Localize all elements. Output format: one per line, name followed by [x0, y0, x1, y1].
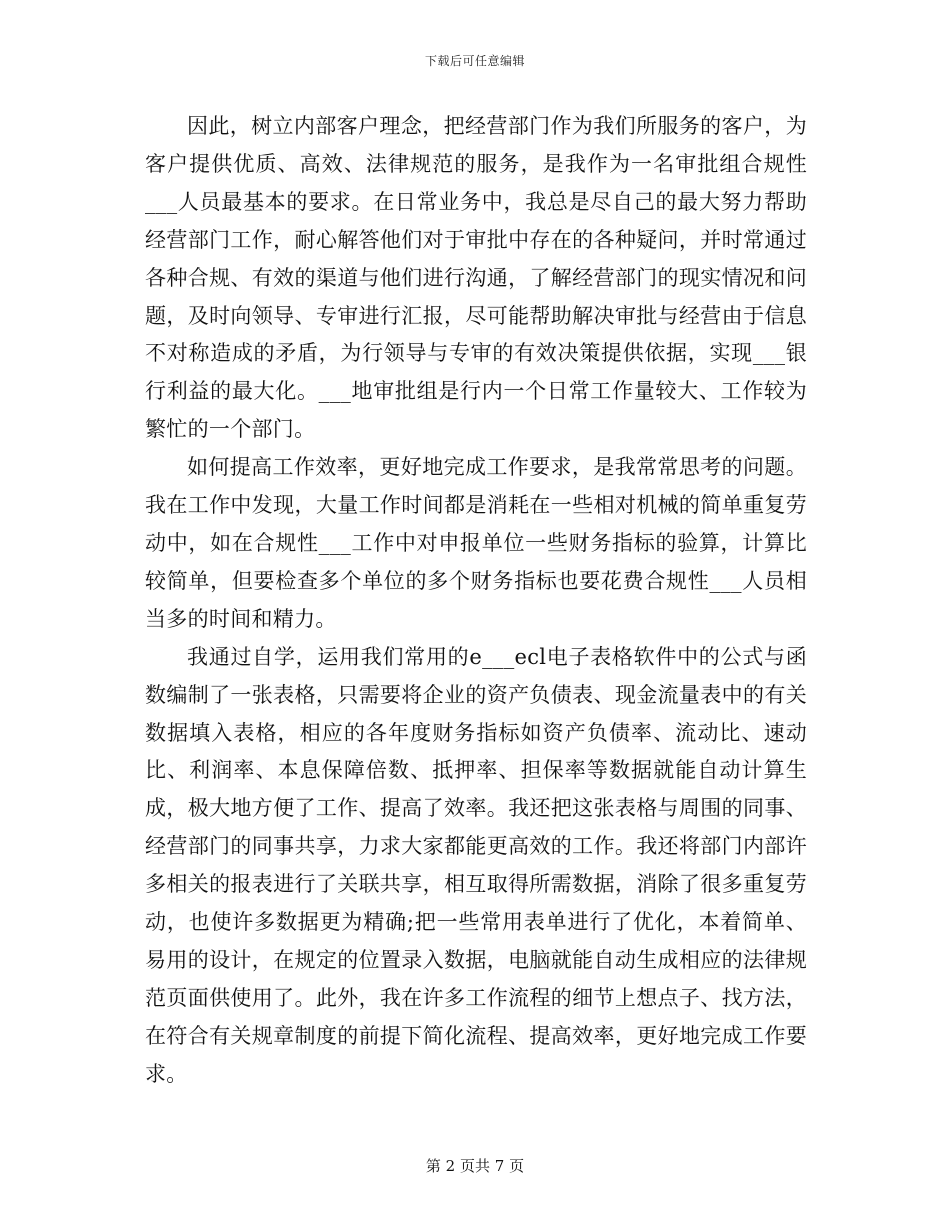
page-number: 第 2 页共 7 页 — [425, 1157, 525, 1175]
page-header: 下载后可任意编辑 — [424, 54, 525, 68]
document-body — [145, 108, 807, 1094]
paragraph-work-efficiency: 如何提高工作效率，更好地完成工作要求，是我常常思考的问题。我在工作中发现，大量工作时间都是消耗在一些相对机械的简单重复劳动中，如在合规性___工作中对申报单位一些财务指标的验算，计算比较简单，但要检查多个单位的多个财务指标也要花费合规性___人员相当多的时间和精力。 — [145, 455, 807, 631]
paragraph-spreadsheet-tool: 我通过自学，运用我们常用的e___ecl电子表格软件中的公式与函数编制了一张表格，只需要将企业的资产负债表、现金流量表中的有关数据填入表格，相应的各年度财务指标如资产负债率、流动比、速动比、利润率、本息保障倍数、抵押率、担保率等数据就能自动计算生成，极大地方便了工作、提高了效率。我还把这张表格与周围的同事、经营部门的同事共享，力求大家都能更高效的工作。我还将部门内部许多相关的报表进行了关联共享，相互取得所需数据，消除了很多重复劳动，也使许多数据更为精确;把一些常用表单进行了优化，本着简单、易用的设计，在规定的位置录入数据，电脑就能自动生成相应的法律规范页面供使用了。此外，我在许多工作流程的细节上想点子、找方法，在符合有关规章制度的前提下简化流程、提高效率，更好地完成工作要求。 — [145, 644, 807, 1086]
paragraph-customer-concept: 因此，树立内部客户理念，把经营部门作为我们所服务的客户，为客户提供优质、高效、法律规范的服务，是我作为一名审批组合规性___人员最基本的要求。在日常业务中，我总是尽自己的最大努力帮助经营部门工作，耐心解答他们对于审批中存在的各种疑问，并时常通过各种合规、有效的渠道与他们进行沟通，了解经营部门的现实情况和问题，及时向领导、专审进行汇报，尽可能帮助解决审批与经营由于信息不对称造成的矛盾，为行领导与专审的有效决策提供依据，实现___银行利益的最大化。___地审批组是行内一个日常工作量较大、工作较为繁忙的一个部门。 — [145, 114, 807, 442]
